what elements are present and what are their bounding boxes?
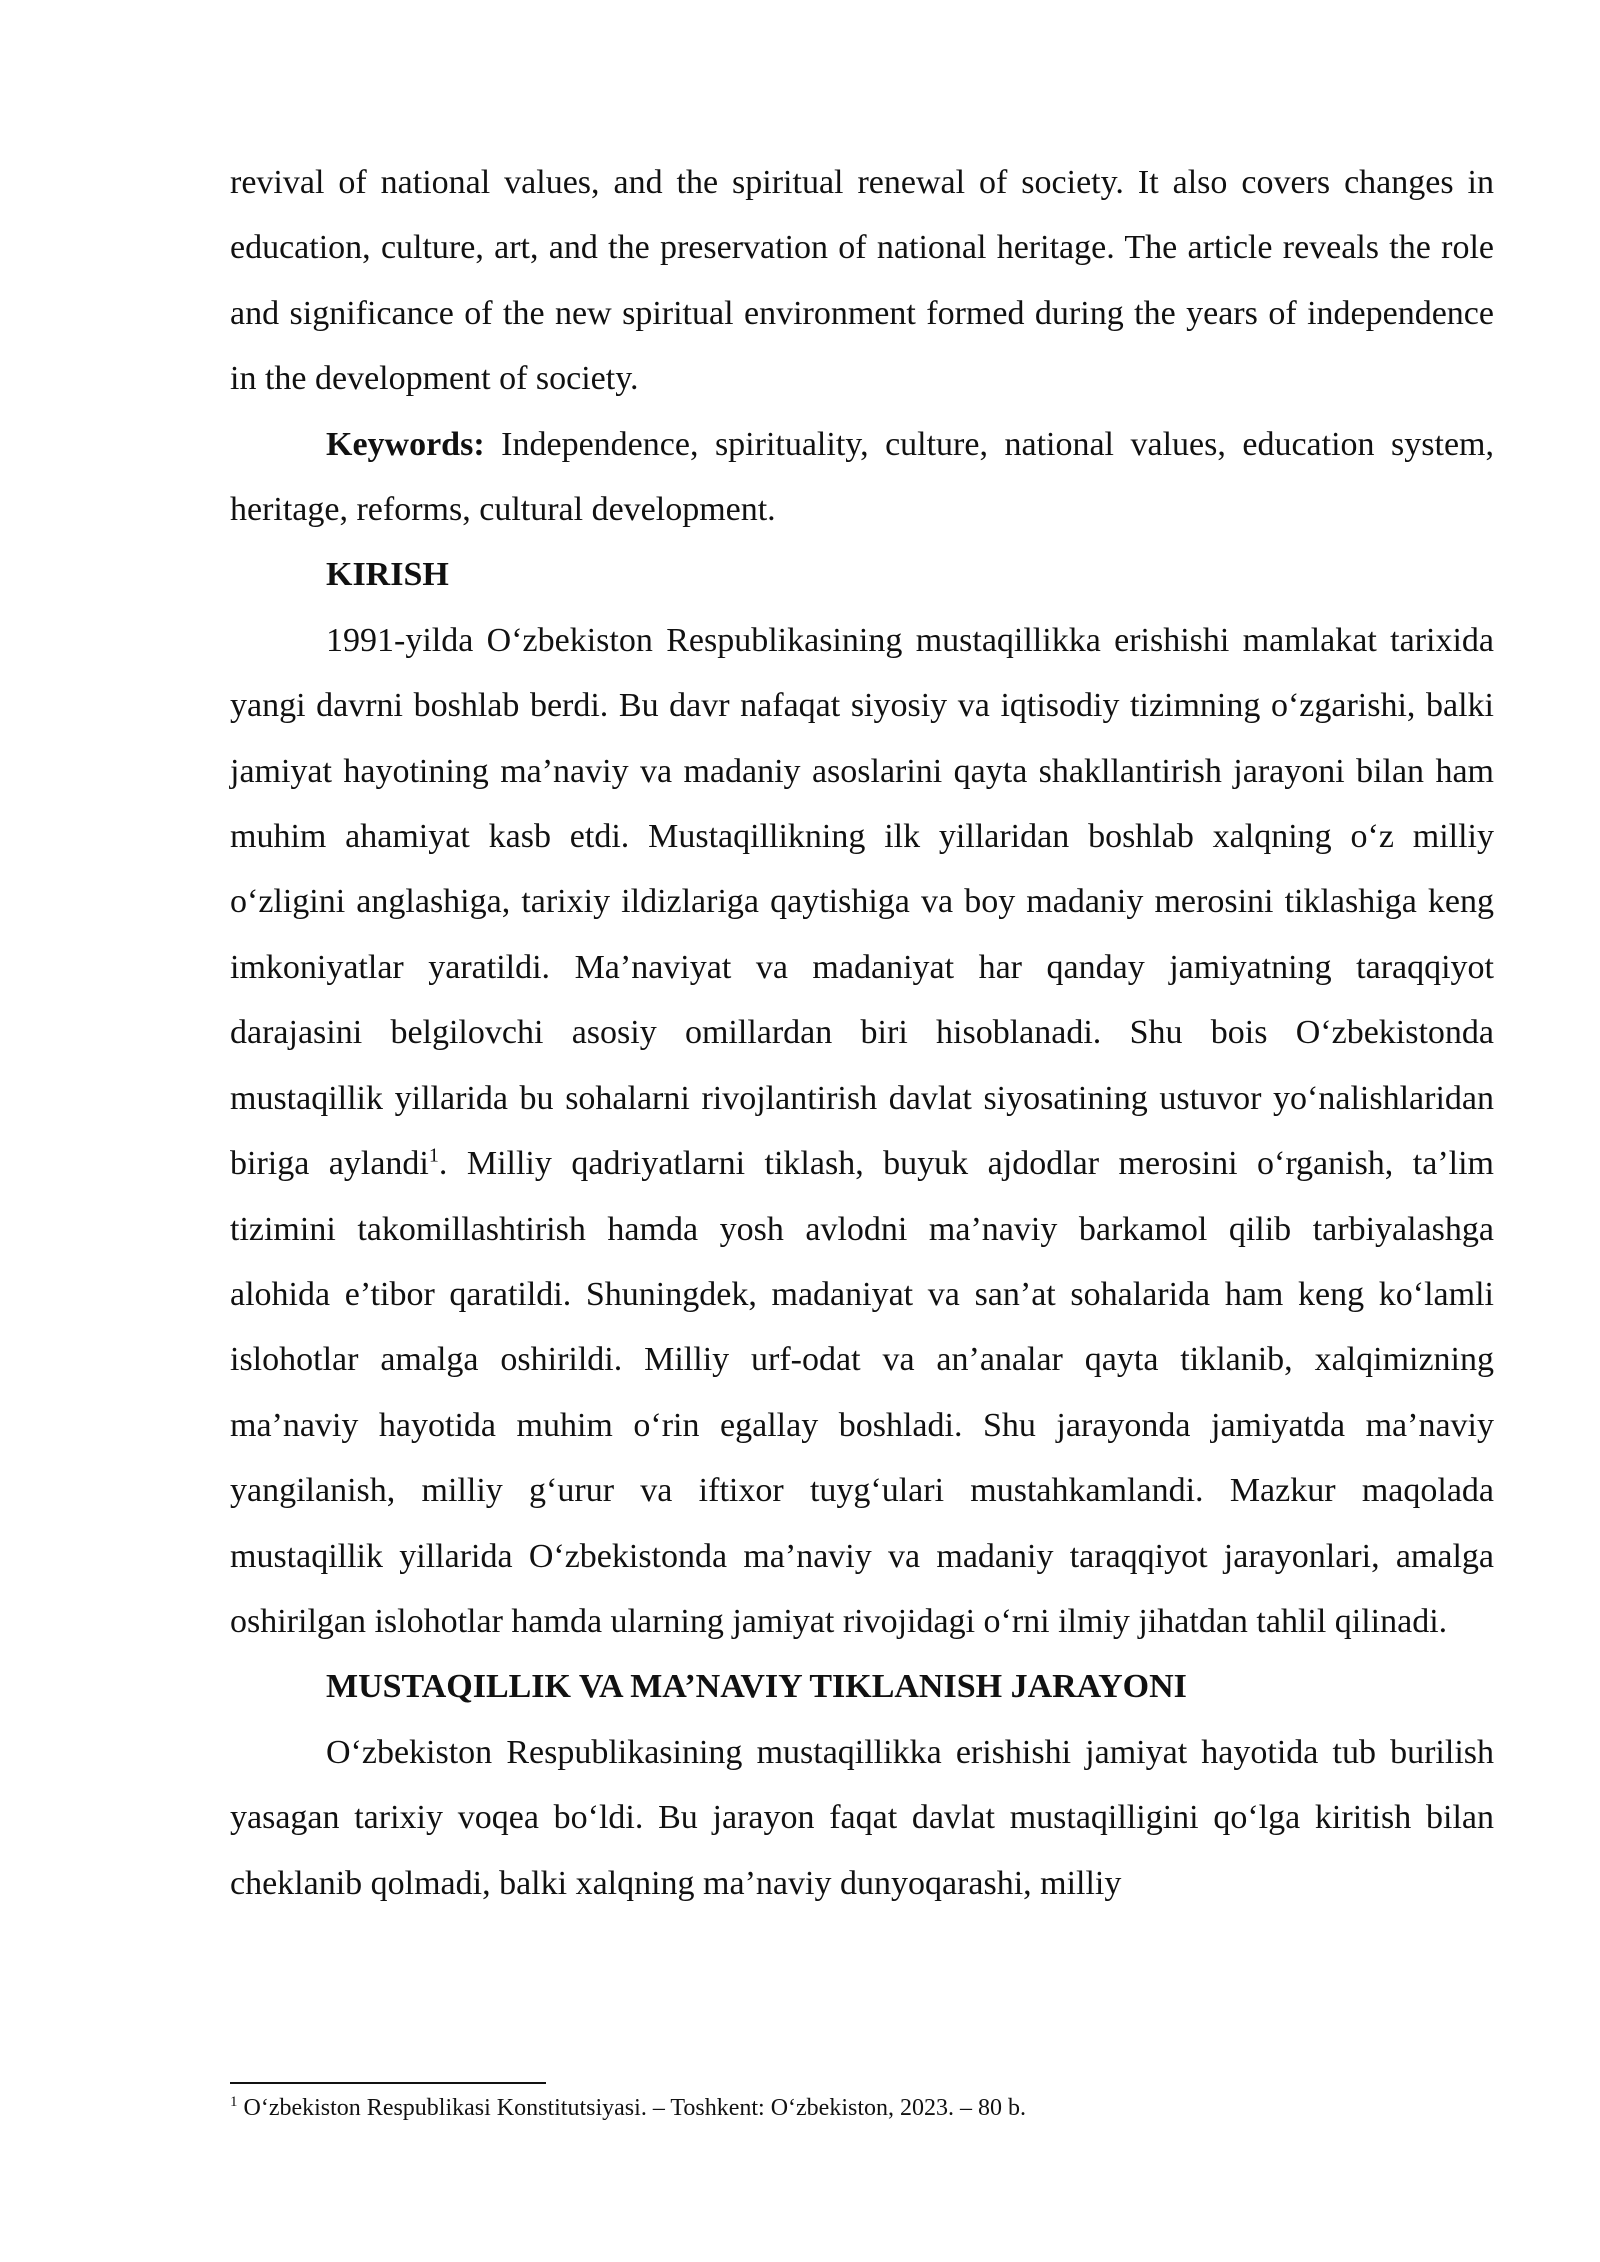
keywords-text: Independence, spirituality, culture, national values, education system, heritage, reforms, cultural development.: [230, 425, 1494, 529]
footnote-number: 1: [230, 2094, 238, 2110]
footnote-reference[interactable]: 1: [428, 1144, 439, 1167]
section-heading: MUSTAQILLIK VA MA’NAVIY TIKLANISH JARAYONI: [326, 1668, 1187, 1706]
abstract-continuation: revival of national values, and the spiritual renewal of society. It also covers changes in education, culture, art, and the preservation of national heritage. The article reveals the role and significance of the new spiritual environment formed during the years of independence in the development of society.: [230, 164, 1494, 398]
intro-text-part2: . Milliy qadriyatlarni tiklash, buyuk ajdodlar merosini o‘rganish, ta’lim tizimini takomillashtirish hamda yosh avlodni ma’naviy barkamol qilib tarbiyalashga alohida e’tibor qaratildi. Shuningdek, madaniyat va san’at sohalarida ham keng ko‘lamli islohotlar amalga oshirildi. Milliy urf-odat va an’analar qayta tiklanib, xalqimizning ma’naviy hayotida muhim o‘rin egallay boshladi. Shu jarayonda jamiyatda ma’naviy yangilanish, milliy g‘urur va iftixor tuyg‘ulari mustahkamlandi. Mazkur maqolada mustaqillik yillarida O‘zbekistonda ma’naviy va madaniy taraqqiyot jarayonlari, amalga oshirilgan islohotlar hamda ularning jamiyat rivojidagi o‘rni ilmiy jihatdan tahlil qilinadi.: [230, 1145, 1494, 1640]
keywords-paragraph: [230, 412, 1494, 543]
intro-paragraph: [230, 608, 1494, 1655]
intro-text-part1: 1991-yilda O‘zbekiston Respublikasining mustaqillikka erishishi mamlakat tarixida yangi davrni boshlab berdi. Bu davr nafaqat siyosiy va iqtisodiy tizimning o‘zgarishi, balki jamiyat hayotining ma’naviy va madaniy asoslarini qayta shakllantirish jarayoni bilan ham muhim ahamiyat kasb etdi. Mustaqillikning ilk yillaridan boshlab xalqning o‘z milliy o‘zligini anglashiga, tarixiy ildizlariga qaytishiga va boy madaniy merosini tiklashiga keng imkoniyatlar yaratildi. Ma’naviyat va madaniyat har qanday jamiyatning taraqqiyot darajasini belgilovchi asosiy omillardan biri hisoblanadi. Shu bois O‘zbekistonda mustaqillik yillarida bu sohalarni rivojlantirish davlat siyosatining ustuvor yo‘nalishlaridan biriga aylandi: [230, 621, 1494, 1183]
footnote: [230, 2090, 1494, 2126]
footnote-separator: [230, 2082, 546, 2084]
intro-heading: KIRISH: [326, 556, 449, 594]
keywords-label: Keywords:: [326, 425, 485, 463]
main-text: [230, 150, 1494, 1916]
footnote-text: O‘zbekiston Respublikasi Konstitutsiyasi. – Toshkent: O‘zbekiston, 2023. – 80 b.: [237, 2095, 1026, 2121]
section-paragraph: O‘zbekiston Respublikasining mustaqillikka erishishi jamiyat hayotida tub burilish yasagan tarixiy voqea bo‘ldi. Bu jarayon faqat davlat mustaqilligini qo‘lga kiritish bilan cheklanib qolmadi, balki xalqning ma’naviy dunyoqarashi, milliy: [230, 1733, 1494, 1902]
